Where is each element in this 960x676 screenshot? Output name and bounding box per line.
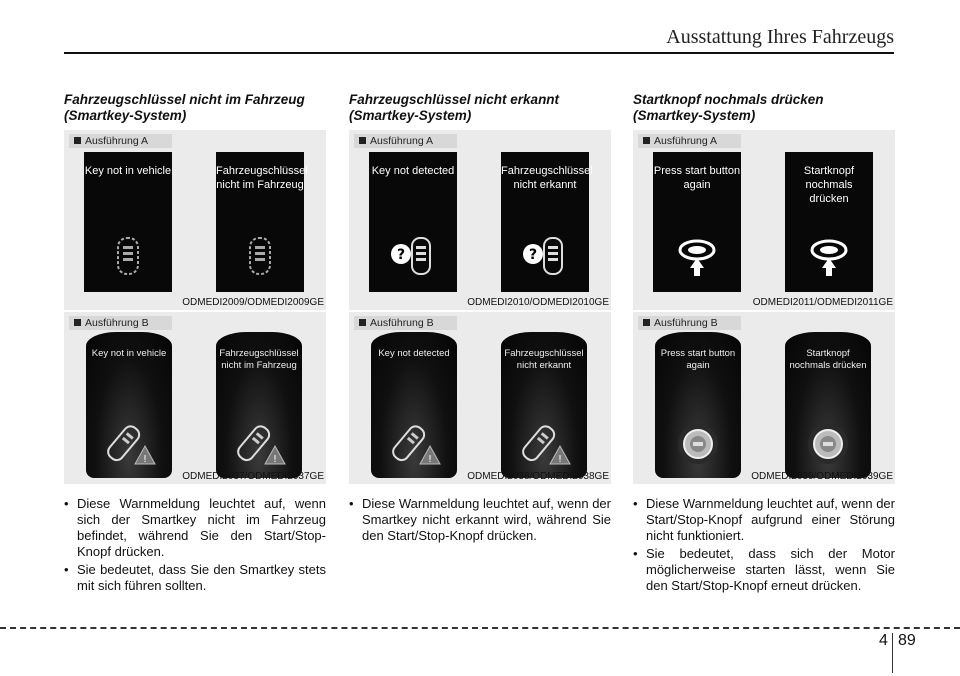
square-bullet-icon: [359, 319, 366, 326]
display-message: Key not in vehicle: [84, 165, 172, 177]
square-bullet-icon: [74, 319, 81, 326]
figure-code: ODMEDI2039/ODMEDI2039GE: [751, 471, 893, 482]
svg-text:!: !: [427, 454, 433, 465]
square-bullet-icon: [74, 137, 81, 144]
page-number: 89: [898, 632, 916, 649]
section-title: Startknopf nochmals drücken (Smartkey-System): [633, 92, 824, 123]
list-item: • Diese Warnmeldung leuchtet auf, wenn der Smartkey nicht erkannt wird, während Sie den Start/Stop-Knopf drücken.: [349, 496, 611, 543]
display-message: Key not detected: [378, 348, 450, 359]
display-screen: [216, 332, 302, 478]
header-rule: [64, 52, 894, 54]
variant-label: Ausführung B: [638, 316, 741, 330]
display-message: Fahrzeugschlüssel nicht im Fahrzeug: [216, 165, 308, 191]
display-screen: [653, 152, 741, 292]
display-message: Key not detected: [371, 165, 455, 177]
svg-text:!: !: [142, 454, 148, 465]
figure-code: ODMEDI2011/ODMEDI2011GE: [752, 297, 893, 308]
start-button-arrow-icon: [809, 238, 849, 278]
figure-variant-b: [349, 312, 611, 484]
display-screen: [86, 332, 172, 478]
svg-text:!: !: [272, 454, 278, 465]
smartkey-question-icon: [522, 234, 568, 278]
display-message: Key not in vehicle: [91, 348, 167, 359]
svg-text:?: ?: [396, 247, 406, 263]
bullet-list: [349, 496, 611, 544]
running-header: Ausstattung Ihres Fahrzeugs: [666, 26, 894, 48]
display-screen: [785, 152, 873, 292]
list-item: • Sie bedeutet, dass Sie den Smartkey stets mit sich führen sollten.: [64, 562, 326, 593]
section-press-start-again: [633, 92, 895, 596]
display-screen: [501, 152, 593, 292]
smartkey-warning-icon: [97, 422, 161, 466]
display-screen: [785, 332, 871, 478]
section-title: Fahrzeugschlüssel nicht im Fahrzeug (Smartkey-System): [64, 92, 305, 123]
variant-label: Ausführung B: [69, 316, 172, 330]
display-message: Press start button again: [653, 165, 741, 191]
variant-label: Ausführung A: [638, 134, 741, 148]
display-message: Startknopf nochmals drücken: [803, 165, 855, 205]
figure-code: ODMEDI2009/ODMEDI2009GE: [182, 297, 324, 308]
chapter-number: 4: [879, 632, 888, 649]
smartkey-question-icon: [390, 234, 436, 278]
square-bullet-icon: [359, 137, 366, 144]
display-message: Press start button again: [660, 348, 736, 371]
smartkey-outline-icon: [113, 234, 143, 278]
display-message: Fahrzeugschlüssel nicht erkannt: [504, 348, 584, 371]
display-message: Startknopf nochmals drücken: [789, 348, 867, 371]
start-button-glow-icon: [806, 422, 850, 466]
bullet-list: [64, 496, 326, 594]
figure-code: ODMEDI2038/ODMEDI2038GE: [467, 471, 609, 482]
variant-label: Ausführung B: [354, 316, 457, 330]
footer-rule: [0, 627, 960, 629]
variant-label: Ausführung A: [69, 134, 172, 148]
display-message: Fahrzeugschlüssel nicht im Fahrzeug: [219, 348, 299, 371]
square-bullet-icon: [643, 319, 650, 326]
page-number-divider: [892, 633, 893, 673]
display-screen: [369, 152, 457, 292]
start-button-arrow-icon: [677, 238, 717, 278]
smartkey-warning-icon: [382, 422, 446, 466]
section-key-not-detected: [349, 92, 611, 546]
section-title: Fahrzeugschlüssel nicht erkannt (Smartkey-System): [349, 92, 560, 123]
display-screen: [84, 152, 172, 292]
smartkey-outline-icon: [245, 234, 275, 278]
variant-label: Ausführung A: [354, 134, 457, 148]
square-bullet-icon: [643, 137, 650, 144]
display-screen: [216, 152, 308, 292]
display-screen: [371, 332, 457, 478]
figure-code: ODMEDI2010/ODMEDI2010GE: [467, 297, 609, 308]
figure-variant-a: [633, 130, 895, 310]
display-screen: [655, 332, 741, 478]
bullet-list: [633, 496, 895, 594]
smartkey-warning-icon: [227, 422, 291, 466]
svg-text:!: !: [557, 454, 563, 465]
smartkey-warning-icon: [512, 422, 576, 466]
display-screen: [501, 332, 587, 478]
list-item: • Sie bedeutet, dass sich der Motor möglicherweise starten lässt, wenn Sie den Start/Stop-Knopf erneut drücken.: [633, 546, 895, 593]
figure-variant-a: [349, 130, 611, 310]
svg-text:?: ?: [528, 247, 538, 263]
figure-code: ODMEDI2037/ODMEDI2037GE: [182, 471, 324, 482]
figure-variant-b: [633, 312, 895, 484]
figure-variant-a: [64, 130, 326, 310]
list-item: • Diese Warnmeldung leuchtet auf, wenn sich der Smartkey nicht im Fahrzeug befindet, während Sie den Start/Stop-Knopf drücken.: [64, 496, 326, 559]
section-key-not-in-vehicle: [64, 92, 326, 596]
list-item: • Diese Warnmeldung leuchtet auf, wenn der Start/Stop-Knopf aufgrund einer Störung nicht funktioniert.: [633, 496, 895, 543]
figure-variant-b: [64, 312, 326, 484]
display-message: Fahrzeugschlüssel nicht erkannt: [501, 165, 593, 191]
start-button-glow-icon: [676, 422, 720, 466]
